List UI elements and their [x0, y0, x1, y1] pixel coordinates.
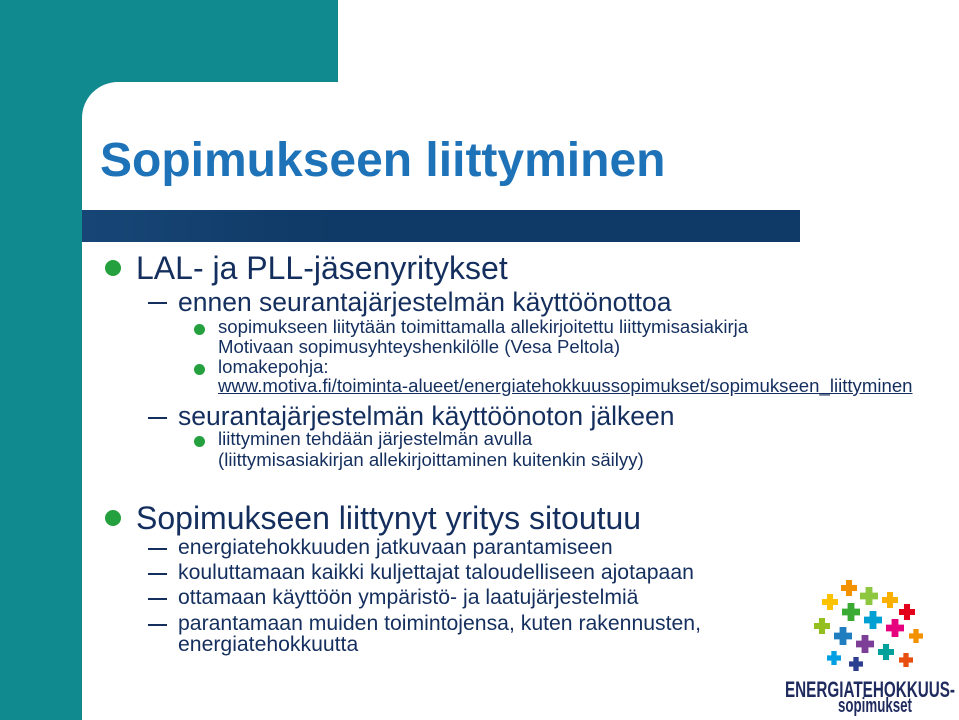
logo-text-line1: ENERGIATEHOKKUUS- [785, 677, 955, 702]
logo-cross-shape [842, 603, 860, 621]
logo-cross-shape [860, 587, 878, 605]
list-item-text: Motivaan sopimusyhteyshenkilölle (Vesa Peltola) [218, 336, 621, 357]
subsection-heading: ennen seurantajärjestelmän käyttöönottoa [178, 287, 672, 317]
dash-bullet-icon [148, 417, 167, 419]
dash-bullet-icon [148, 573, 167, 575]
logo-cross-shape [899, 653, 913, 667]
dash-bullet-icon [148, 598, 167, 600]
logo-cross-shape [827, 651, 841, 665]
list-item-text: energiatehokkuutta [178, 633, 359, 656]
list-item-text: energiatehokkuuden jatkuvaan parantamiseen [178, 536, 613, 559]
logo-cross-shape [886, 619, 904, 637]
energiatehokkuussopimukset-logo [780, 570, 959, 718]
logo-cross-shape [814, 618, 830, 634]
list-item-text: (liittymisasiakirjan allekirjoittaminen kuitenkin säilyy) [218, 449, 644, 470]
small-bullet-icon [194, 364, 205, 375]
logo-cross-shape [841, 580, 857, 596]
decorative-left-band [0, 0, 82, 720]
logo-text-line2: sopimukset [838, 695, 913, 717]
subsection-heading: seurantajärjestelmän käyttöönoton jälkeen [178, 401, 675, 431]
section-heading: LAL- ja PLL-jäsenyritykset [136, 250, 508, 286]
logo-cross-shape [834, 627, 852, 645]
list-item-text: liittyminen tehdään järjestelmän avulla [218, 428, 533, 449]
list-item-text: parantamaan muiden toimintojensa, kuten rakennusten, [178, 612, 701, 635]
logo-cross-shape [899, 604, 915, 620]
motiva-form-link[interactable]: www.motiva.fi/toiminta-alueet/energiatehokkuussopimukset/sopimukseen_liittyminen [218, 375, 913, 396]
list-item-text: ottamaan käyttöön ympäristö- ja laatujärjestelmiä [178, 586, 639, 609]
bullet-icon [105, 510, 121, 526]
list-item-text: sopimukseen liitytään toimittamalla allekirjoitettu liittymisasiakirja [218, 316, 749, 337]
logo-cross-shape [878, 644, 894, 660]
section-heading: Sopimukseen liittynyt yritys sitoutuu [136, 500, 642, 536]
dash-bullet-icon [148, 302, 167, 304]
colorful-crosses-logo-icon [814, 580, 923, 671]
logo-cross-shape [849, 657, 863, 671]
logo-cross-shape [882, 592, 898, 608]
logo-cross-shape [909, 629, 923, 643]
slide-title: Sopimukseen liittyminen [100, 134, 666, 187]
logo-cross-shape [856, 635, 874, 653]
logo-cross-shape [864, 611, 882, 629]
list-item-text: kouluttamaan kaikki kuljettajat taloudelliseen ajotapaan [178, 561, 694, 584]
small-bullet-icon [194, 436, 205, 447]
list-item-text: lomakepohja: [218, 356, 329, 377]
bullet-icon [105, 260, 121, 276]
dash-bullet-icon [148, 548, 167, 550]
logo-cross-shape [822, 594, 838, 610]
title-divider-bar [82, 210, 800, 242]
dash-bullet-icon [148, 624, 167, 626]
small-bullet-icon [194, 324, 205, 335]
